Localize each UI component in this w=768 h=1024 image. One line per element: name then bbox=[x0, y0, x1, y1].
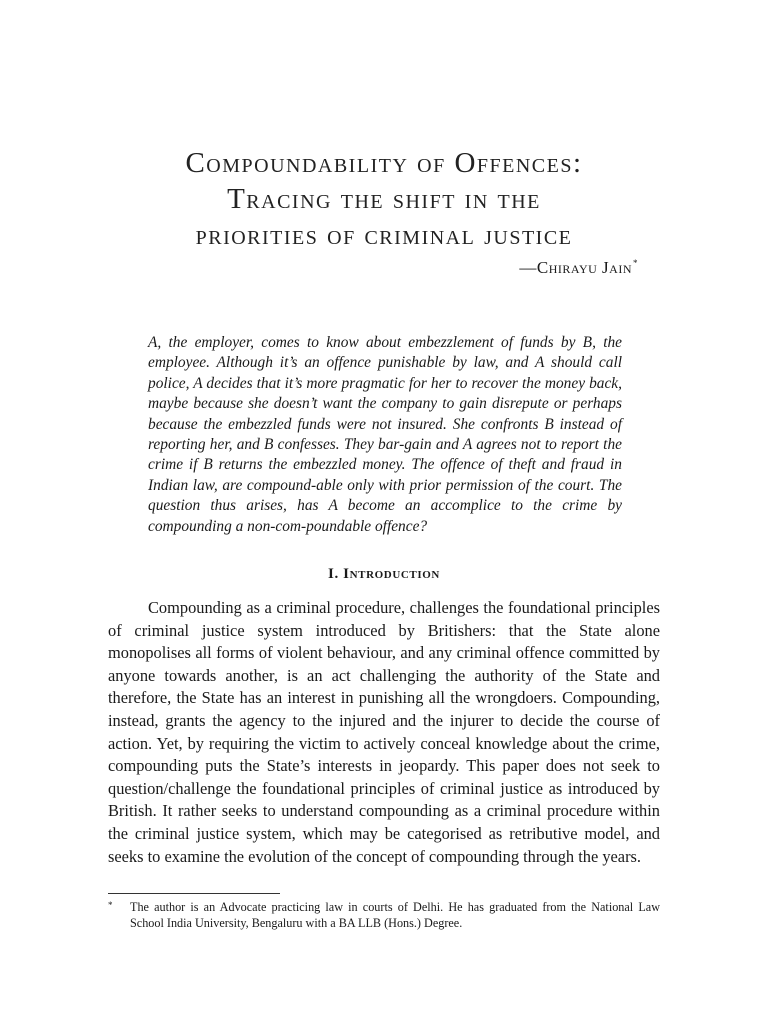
paper-title bbox=[0, 145, 768, 253]
footnote-marker: * bbox=[108, 900, 113, 910]
footnote-text: The author is an Advocate practicing law in courts of Delhi. He has graduated from the National Law School India University, Bengaluru with a BA LLB (Hons.) Degree. bbox=[130, 900, 660, 930]
title-line-1: Compoundability of Offences: bbox=[185, 147, 583, 179]
title-line-2: Tracing the shift in the bbox=[227, 183, 541, 215]
title-line-3: priorities of criminal justice bbox=[195, 219, 573, 251]
footnote bbox=[108, 899, 660, 931]
footnote-divider bbox=[108, 893, 280, 894]
section-heading-introduction: I. Introduction bbox=[328, 566, 440, 582]
author-byline bbox=[519, 258, 638, 278]
introduction-paragraph: Compounding as a criminal procedure, challenges the foundational principles of criminal justice system introduced by Britishers: that the State alone monopolises all forms of violent behaviour, and any criminal offence committed by anyone towards another, is an act challenging the authority of the State and therefore, the State has an interest in punishing all the wrongdoers. Compounding, instead, grants the agency to the injured and the injurer to decide the course of action. Yet, by requiring the victim to actively conceal knowledge about the crime, compounding puts the State’s interests in jeopardy. This paper does not seek to question/challenge the foundational principles of criminal justice as introduced by British. It rather seeks to understand compounding as a criminal procedure within the criminal justice system, which may be categorised as retributive model, and seeks to examine the evolution of the concept of compounding through the years. bbox=[108, 598, 660, 866]
epigraph: A, the employer, comes to know about embezzlement of funds by B, the employee. Although it’s an offence punishable by law, and A should call police, A decides that it’s more pragmatic for her to recover the money back, maybe because she doesn’t want the company to gain disrepute or perhaps because the embezzled funds were not insured. She confronts B instead of reporting her, and B confesses. They bar-gain and A agrees not to report the crime if B returns the embezzled money. The offence of theft and fraud in Indian law, are compound-able only with prior permission of the court. The question thus arises, has A become an accomplice to the crime by compounding a non-com-poundable offence? bbox=[148, 334, 622, 535]
author-footnote-marker: * bbox=[633, 258, 638, 269]
author-name: —Chirayu Jain bbox=[519, 258, 632, 277]
